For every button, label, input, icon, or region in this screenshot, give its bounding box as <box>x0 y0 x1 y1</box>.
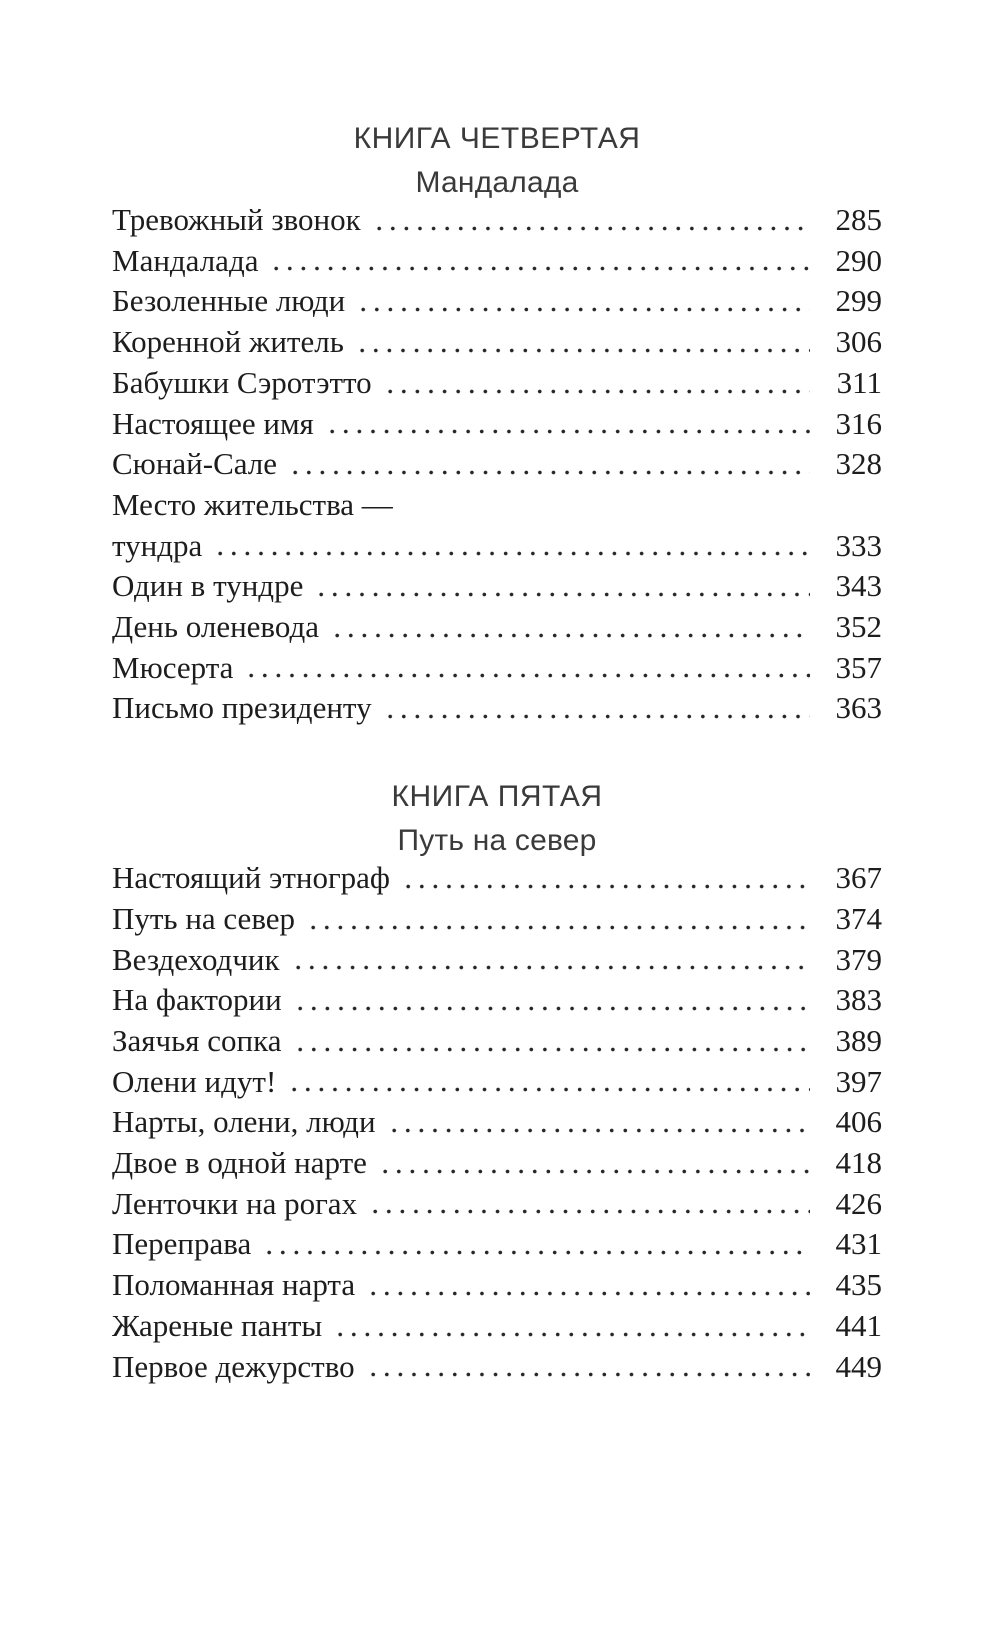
toc-entry-page-number: 357 <box>835 649 882 685</box>
toc-entry <box>112 526 882 567</box>
book-heading: КНИГА ПЯТАЯ <box>391 780 603 814</box>
toc-list <box>112 858 882 1387</box>
toc-entry-page-number: 352 <box>835 609 882 645</box>
toc-entry <box>112 1143 882 1184</box>
dotted-leader <box>298 1006 810 1011</box>
toc-entry-title: Сюнай-Сале <box>112 446 278 482</box>
toc-entry <box>112 858 882 899</box>
dotted-leader <box>319 592 810 597</box>
toc-entry-title: На фактории <box>112 982 282 1018</box>
dotted-leader <box>377 226 810 231</box>
dotted-leader <box>383 1169 810 1174</box>
toc-entry-page-number: 406 <box>835 1104 882 1140</box>
toc-entry <box>112 980 882 1021</box>
toc-entry-page-number: 426 <box>835 1185 882 1221</box>
dotted-leader <box>335 633 810 638</box>
toc-entry <box>112 322 882 363</box>
dotted-leader <box>298 1047 811 1052</box>
toc-entry-page-number: 435 <box>835 1267 882 1303</box>
toc-list <box>112 200 882 729</box>
toc-entry <box>112 485 882 526</box>
toc-entry <box>112 1306 882 1347</box>
toc-entry-title: Безоленные люди <box>112 283 346 319</box>
toc-entry-title: Первое дежурство <box>112 1348 355 1384</box>
toc-entry-title: Настоящее имя <box>112 405 314 441</box>
toc-entry-page-number: 389 <box>835 1022 882 1058</box>
toc-entry <box>112 1062 882 1103</box>
toc-entry-title: Письмо президенту <box>112 690 372 726</box>
dotted-leader <box>392 1128 810 1133</box>
dotted-leader <box>296 965 810 970</box>
book-subheading: Мандалада <box>415 166 579 199</box>
toc-entry-page-number: 306 <box>835 324 882 360</box>
dotted-leader <box>388 714 810 719</box>
toc-entry <box>112 281 882 322</box>
toc-entry <box>112 241 882 282</box>
dotted-leader <box>293 470 810 475</box>
toc-entry-page-number: 363 <box>835 690 882 726</box>
toc-entry-title: Вездеходчик <box>112 941 280 977</box>
toc-entry <box>112 1102 882 1143</box>
toc-entry-title: Переправа <box>112 1226 252 1262</box>
dotted-leader <box>311 925 810 930</box>
book-section <box>112 117 882 729</box>
toc-entry <box>112 1021 882 1062</box>
toc-entry <box>112 566 882 607</box>
toc-entry <box>112 607 882 648</box>
dotted-leader <box>249 673 810 678</box>
dotted-leader <box>371 1291 810 1296</box>
toc-entry-page-number: 397 <box>835 1063 882 1099</box>
toc-entry-page-number: 285 <box>835 202 882 237</box>
toc-entry-page-number: 299 <box>835 283 882 319</box>
toc-entry-page-number: 418 <box>835 1145 882 1181</box>
toc-entry-title: Мандалада <box>112 242 259 278</box>
dotted-leader <box>274 266 810 271</box>
dotted-leader <box>388 389 810 394</box>
toc-entry-page-number: 441 <box>835 1307 882 1343</box>
toc-entry-title: Мюсерта <box>112 649 234 685</box>
toc-entry-title: Тревожный звонок <box>112 202 361 237</box>
toc-entry <box>112 1347 882 1388</box>
dotted-leader <box>371 1372 810 1377</box>
toc-entry <box>112 1184 882 1225</box>
toc-entry-page-number: 374 <box>835 900 882 936</box>
toc-entry <box>112 363 882 404</box>
toc-entry-title: Жареные панты <box>112 1307 323 1343</box>
toc-entry-page-number: 379 <box>835 941 882 977</box>
toc-entry <box>112 688 882 729</box>
toc-page <box>0 117 1000 1652</box>
toc-entry <box>112 899 882 940</box>
toc-entry-page-number: 367 <box>835 860 882 896</box>
dotted-leader <box>267 1250 810 1255</box>
toc-entry <box>112 444 882 485</box>
toc-entry-page-number: 383 <box>835 982 882 1018</box>
dotted-leader <box>361 307 810 312</box>
toc-entry-page-number: 311 <box>836 364 882 400</box>
book-subheading: Путь на север <box>397 824 597 858</box>
dotted-leader <box>360 348 810 353</box>
toc-entry-title: День оленевода <box>112 609 319 645</box>
toc-entry <box>112 1224 882 1265</box>
toc-entry <box>112 200 882 241</box>
toc-entry-title: Один в тундре <box>112 568 304 604</box>
toc-entry-title: Место жительства — <box>112 486 393 522</box>
toc-entry-title: Путь на север <box>112 900 296 936</box>
toc-entry-page-number: 449 <box>835 1348 882 1384</box>
book-section <box>112 775 882 1387</box>
toc-entry-page-number: 343 <box>835 568 882 604</box>
toc-entry-title: Поломанная нарта <box>112 1267 356 1303</box>
dotted-leader <box>373 1209 810 1214</box>
toc-entry <box>112 940 882 981</box>
toc-entry-page-number: 316 <box>835 405 882 441</box>
dotted-leader <box>218 551 810 556</box>
toc-entry <box>112 648 882 689</box>
toc-entry-title: Олени идут! <box>112 1063 277 1099</box>
toc-entry-page-number: 431 <box>835 1226 882 1262</box>
dotted-leader <box>338 1332 810 1337</box>
toc-entry-title: Двое в одной нарте <box>112 1145 367 1181</box>
dotted-leader <box>292 1087 810 1092</box>
toc-entry-title: Ленточки на рогах <box>112 1185 358 1221</box>
toc-entry-title: Коренной житель <box>112 324 344 360</box>
dotted-leader <box>406 884 810 889</box>
toc-entry-title: тундра <box>112 527 203 563</box>
toc-entry-title: Заячья сопка <box>112 1022 282 1058</box>
toc-entry-title: Настоящий этнограф <box>112 860 391 896</box>
toc-entry <box>112 404 882 445</box>
toc-entry-title: Бабушки Сэротэтто <box>112 364 372 400</box>
dotted-leader <box>330 429 810 434</box>
toc-entry <box>112 1265 882 1306</box>
book-heading: КНИГА ЧЕТВЕРТАЯ <box>353 122 641 155</box>
toc-entry-page-number: 333 <box>835 527 882 563</box>
toc-entry-title: Нарты, олени, люди <box>112 1104 376 1140</box>
toc-entry-page-number: 328 <box>835 446 882 482</box>
toc-entry-page-number: 290 <box>835 242 882 278</box>
